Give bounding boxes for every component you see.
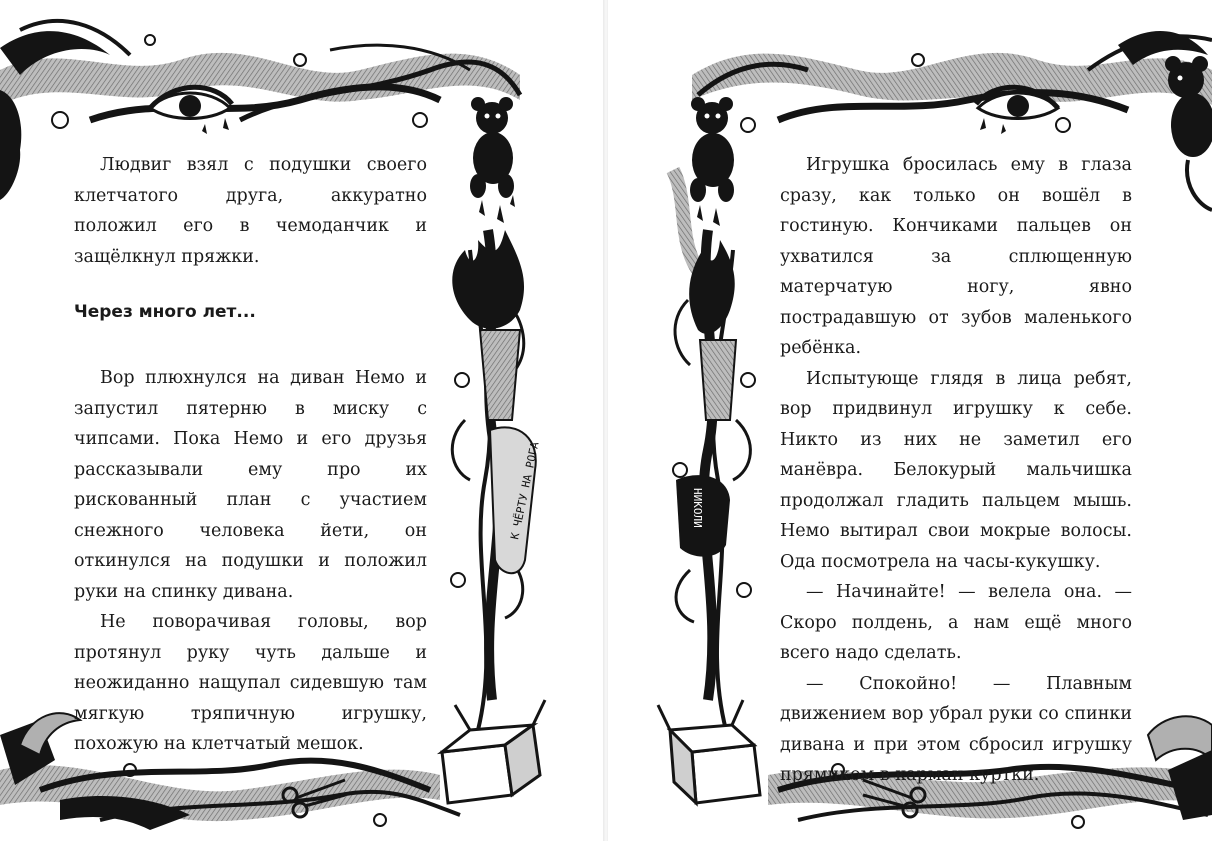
- teddy-bear-icon: [470, 97, 515, 223]
- left-text-block: [74, 363, 427, 760]
- teddy-bear-icon: [690, 97, 734, 226]
- top-vine-band: [692, 31, 1212, 132]
- thorn-vine-icon: [673, 170, 755, 730]
- paragraph: Испытующе глядя в лица ребят, вор придвинул игрушку к себе. Никто из них не заметил его манёвра. Белокурый мальчишка продолжал гладить пальцем мышь. Немо вытирал свои мокрые волосы. Ода посмотрела на часы-кукушку.: [780, 368, 1132, 572]
- torch-icon: [689, 240, 736, 420]
- banner-text: К ЧЁРТУ НА РОГА: [508, 440, 542, 541]
- corner-creature-icon: [0, 90, 21, 200]
- banner-ribbon: [676, 475, 730, 556]
- paragraph: Не поворачивая головы, вор протянул руку чуть дальше и неожиданно нащупал сидевшую там мягкую тряпичную игрушку, похожую на клетчатый мешок.: [74, 612, 427, 754]
- open-box-icon: [442, 700, 545, 803]
- paragraph: Вор плюхнулся на диван Немо и запустил пятерню в миску с чипсами. Пока Немо и его друзья рассказывали ему про их рискованный план с участием снежного человека йети, он откинулся на подушки и положил руки на спинку дивана.: [74, 368, 427, 602]
- paragraph: Людвиг взял с подушки своего клетчатого друга, аккуратно положил его в чемоданчик и защёлкнул пряжки.: [74, 155, 427, 267]
- right-text-block: [780, 150, 1132, 791]
- torch-icon: [452, 230, 524, 420]
- banner-ribbon: [490, 427, 542, 573]
- section-heading: Через много лет...: [74, 302, 256, 322]
- open-box-icon: [658, 700, 760, 803]
- left-page: [0, 0, 604, 841]
- banner-text: НИКОЛИ: [691, 488, 704, 528]
- paragraph: — Спокойно! — Плавным движением вор убрал руки со спинки дивана и при этом сбросил игрушку прямиком в карман куртки.: [780, 673, 1132, 785]
- eye-icon: [150, 87, 232, 134]
- paragraph: — Начинайте! — велела она. — Скоро полдень, а нам ещё много всего надо сделать.: [780, 582, 1132, 663]
- left-paragraph-1: [74, 150, 427, 272]
- paragraph: Игрушка бросилась ему в глаза сразу, как только он вошёл в гостиную. Кончиками пальцев он ухватился за сплющенную матерчатую ногу, явно пострадавшую от зубов маленького ребёнка.: [780, 155, 1132, 358]
- right-page: [608, 0, 1212, 841]
- top-vine-band: [0, 21, 520, 128]
- eye-icon: [976, 87, 1058, 134]
